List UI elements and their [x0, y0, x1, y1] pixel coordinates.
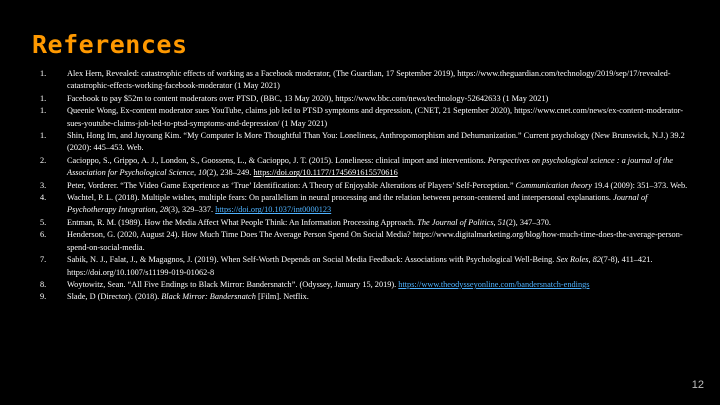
- reference-item: [40, 105, 690, 130]
- reference-text-segment: Sabik, N. J., Falat, J., & Magagnos, J. (2019). When Self-Worth Depends on Social Media Feedback: Associations with Psychological Well-Being.: [67, 255, 557, 265]
- reference-item: [40, 68, 690, 93]
- reference-number: 2.: [40, 155, 47, 165]
- reference-text-segment: Queenie Wong, Ex-content moderator sues YouTube, claims job led to PTSD symptoms and depression, (CNET, 21 September 2020), https://www.cnet.com/news/ex-content-moderator-sues-youtube-claims-job-led-to-ptsd-symptoms-and-depression/ (1 May 2021): [67, 106, 684, 128]
- reference-text: [67, 254, 690, 279]
- reference-italic-text: 51: [497, 217, 506, 227]
- reference-number: 7.: [40, 255, 47, 265]
- reference-number: 1.: [40, 93, 47, 103]
- reference-italic-text: 82: [592, 255, 601, 265]
- reference-link[interactable]: https://doi.org/10.1037/int0000123: [215, 205, 332, 215]
- reference-italic-text: Communication theory: [515, 180, 592, 190]
- reference-item: [40, 192, 690, 217]
- reference-text-segment: Entman, R. M. (1989). How the Media Affect What People Think: An Information Processing Approach.: [67, 217, 418, 227]
- reference-italic-text: 28: [159, 205, 169, 215]
- reference-text-segment: Wachtel, P. L. (2018). Multiple wishes, multiple fears: On parallelism in neural processing and the relation between person-centered and interpersonal explanations.: [67, 193, 614, 203]
- reference-number: 1.: [40, 106, 47, 116]
- reference-text: [67, 105, 690, 130]
- reference-text: [67, 155, 690, 180]
- reference-text: [67, 68, 690, 93]
- reference-text: [67, 192, 690, 217]
- reference-text-segment: Peter, Vorderer. “The Video Game Experience as ‘True’ Identification: A Theory of Enjoyable Alterations of Players’ Self-Perception.”: [67, 180, 516, 190]
- page-number: 12: [691, 379, 704, 391]
- references-list: [40, 68, 690, 304]
- reference-link[interactable]: https://www.theodysseyonline.com/bandersnatch-endings: [398, 279, 590, 289]
- reference-text-segment: ,: [193, 168, 199, 178]
- reference-number: 9.: [40, 292, 47, 302]
- reference-text-segment: 19.4 (2009): 351–373. Web.: [591, 180, 688, 190]
- reference-text: [67, 130, 690, 155]
- reference-italic-text: 10: [198, 168, 207, 178]
- reference-number: 4.: [40, 193, 47, 203]
- reference-italic-text: Sex Roles: [556, 255, 589, 265]
- reference-text-segment: (2), 347–370.: [506, 217, 551, 227]
- reference-number: 3.: [40, 180, 47, 190]
- reference-italic-text: The Journal of Politics: [417, 217, 494, 227]
- reference-text-segment: ,: [588, 255, 593, 265]
- reference-text: [67, 180, 690, 192]
- reference-italic-text: Black Mirror: Bandersnatch: [161, 292, 256, 302]
- reference-text-segment: (7-8), 411–421. https://doi.org/10.1007/s11199-019-01062-8: [67, 255, 653, 277]
- reference-item: [40, 229, 690, 254]
- reference-text-segment: Facebook to pay $52m to content moderators over PTSD, (BBC, 13 May 2020), https://www.bbc.com/news/technology-52642633 (1 May 2021): [67, 93, 549, 103]
- reference-item: [40, 130, 690, 155]
- reference-text: [67, 229, 690, 254]
- reference-text-segment: Alex Hern, Revealed: catastrophic effects of working as a Facebook moderator, (The Guardian, 17 September 2019), https://www.theguardian.com/technology/2019/sep/17/revealed-catastrophic-effects-working-facebook-moderator (1 May 2021): [67, 69, 671, 91]
- reference-link[interactable]: https://doi.org/10.1177/1745691615570616: [253, 168, 398, 178]
- reference-item: [40, 279, 690, 291]
- reference-text-segment: Slade, D (Director). (2018).: [67, 292, 162, 302]
- reference-item: [40, 217, 690, 229]
- reference-text-segment: ,: [155, 205, 160, 215]
- reference-text-segment: [Film]. Netflix.: [255, 292, 309, 302]
- reference-number: 1.: [40, 131, 47, 141]
- slide-title: References: [32, 30, 188, 59]
- reference-number: 1.: [40, 69, 47, 78]
- reference-text: [67, 217, 690, 229]
- reference-number: 8.: [40, 279, 47, 289]
- reference-text-segment: Woytowitz, Sean. “All Five Endings to Black Mirror: Bandersnatch”. (Odyssey, January 15, 2019).: [67, 279, 399, 289]
- reference-text-segment: Cacioppo, S., Grippo, A. J., London, S., Goossens, L., & Cacioppo, J. T. (2015). Loneliness: clinical import and interventions.: [67, 155, 488, 165]
- reference-text-segment: ,: [493, 217, 498, 227]
- reference-text-segment: Henderson, G. (2020, August 24). How Much Time Does The Average Person Spend On Social Media? https://www.digitalmarketing.org/blog/how-much-time-does-the-average-person-spend-on-social-media.: [67, 230, 683, 252]
- reference-text: [67, 279, 690, 291]
- reference-text: [67, 93, 690, 105]
- reference-item: [40, 180, 690, 192]
- reference-italic-text: Journal of Psychotherapy Integration: [67, 193, 648, 215]
- reference-number: 6.: [40, 230, 47, 240]
- reference-item: [40, 155, 690, 180]
- reference-text: [67, 291, 690, 303]
- reference-item: [40, 93, 690, 105]
- reference-text-segment: (3), 329–337.: [168, 205, 216, 215]
- reference-item: [40, 254, 690, 279]
- reference-text-segment: Shin, Hong Im, and Juyoung Kim. “My Computer Is More Thoughtful Than You: Loneliness, Anthropomorphism and Dehumanization.” Current psychology (New Brunswick, N.J.) 39.2 (2020): 445–453. Web.: [67, 131, 685, 153]
- reference-number: 5.: [40, 217, 47, 227]
- reference-italic-text: Perspectives on psychological science : a journal of the Association for Psychological Science: [67, 155, 673, 178]
- reference-item: [40, 291, 690, 303]
- reference-text-segment: (2), 238–249.: [206, 168, 254, 178]
